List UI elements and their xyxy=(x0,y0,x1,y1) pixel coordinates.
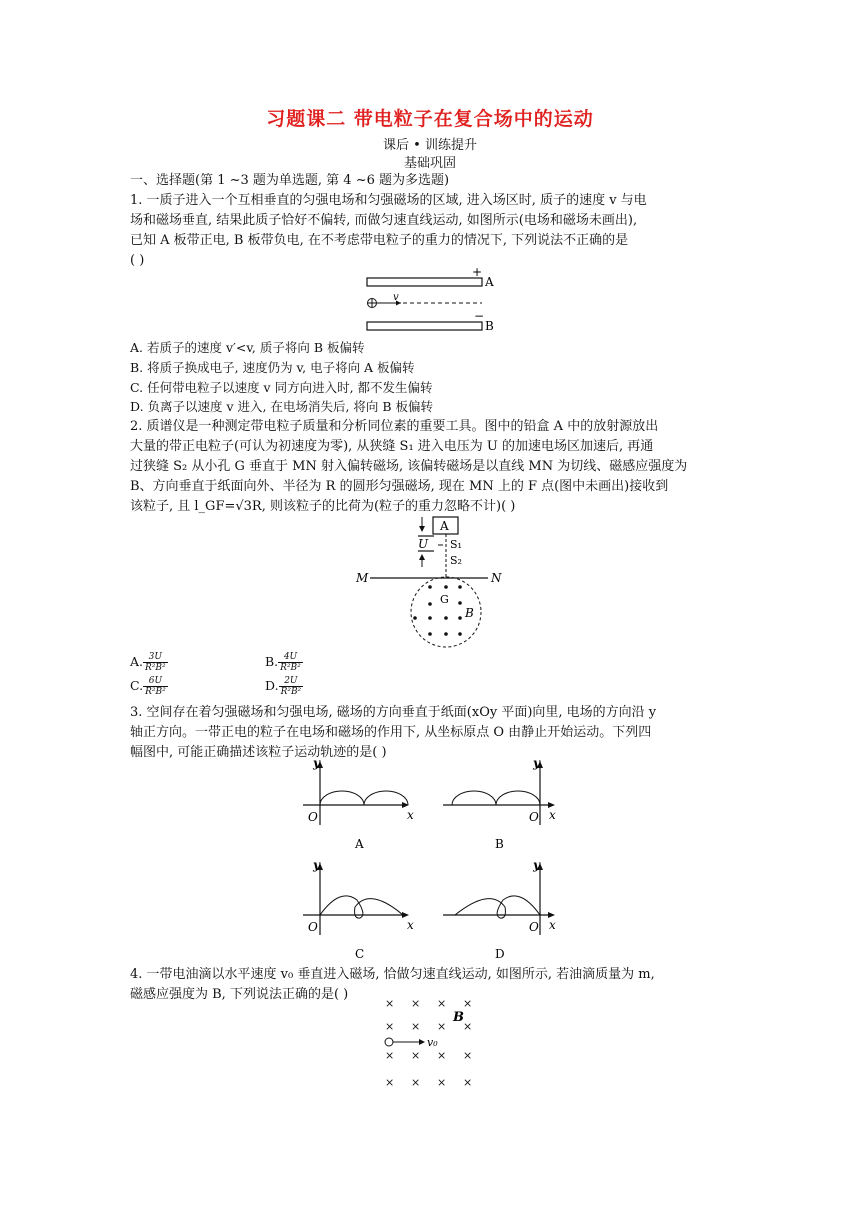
q2-option-c: C. $\frac{6U}{\text{R²B²}}$ xyxy=(130,676,166,697)
q2-option-a: A. $\frac{3U}{\text{R²B²}}$ xyxy=(130,652,166,673)
q3-panel-b xyxy=(443,756,556,851)
q2-line: 大量的带正电粒子(可认为初速度为零), 从狭缝 S₁ 进入电压为 U 的加速电场区加速后, 再通 xyxy=(130,439,654,454)
svg-text:×: × xyxy=(385,1076,395,1089)
minus-sign: − xyxy=(474,309,485,323)
svg-text:×: × xyxy=(463,1076,473,1089)
velocity-label: v₀ xyxy=(427,1036,438,1049)
q1-line: ( ) xyxy=(130,253,145,268)
field-b-label: B xyxy=(453,1010,464,1025)
q2-line: 2. 质谱仪是一种测定带电粒子质量和分析同位素的重要工具。图中的铅盒 A 中的放射源放出 xyxy=(130,419,659,434)
svg-text:×: × xyxy=(463,1049,473,1062)
part-label: 一、选择题(第 1 ~3 题为单选题, 第 4 ~6 题为多选题) xyxy=(130,173,450,188)
x-axis-label: x xyxy=(549,808,556,822)
svg-text:×: × xyxy=(411,1020,421,1033)
slit-s1-label: S₁ xyxy=(450,538,462,551)
q3-line: 轴正方向。一带正电的粒子在电场和磁场的作用下, 从坐标原点 O 由静止开始运动。下列四 xyxy=(130,725,652,740)
plate-a xyxy=(367,278,482,286)
arrow-up-icon xyxy=(419,554,425,560)
q4-line: 4. 一带电油滴以水平速度 v₀ 垂直进入磁场, 恰做匀速直线运动, 如图所示, 若油滴质量为 m, xyxy=(130,967,655,982)
plate-a-label: A xyxy=(485,275,494,289)
slit-s2-label: S₂ xyxy=(450,554,462,567)
plus-sign: + xyxy=(472,265,483,279)
q1-option-a: A. 若质子的速度 v′<v, 质子将向 B 板偏转 xyxy=(130,340,365,355)
q2-line: 该粒子, 且 l_GF=√3R, 则该粒子的比荷为(粒子的重力忽略不计)( ) xyxy=(130,499,516,514)
field-b-label: B xyxy=(465,606,474,620)
svg-text:×: × xyxy=(463,997,473,1010)
origin-label: O xyxy=(308,920,318,934)
panel-label: B xyxy=(495,837,504,851)
x-axis-label: x xyxy=(407,918,414,932)
voltage-label: U xyxy=(418,537,429,551)
hole-g-label: G xyxy=(440,593,449,606)
q3-line: 3. 空间存在着匀强磁场和匀强电场, 磁场的方向垂直于纸面(xOy 平面)向里, 电场的方向沿 y xyxy=(130,705,657,720)
page-title: 习题课二 带电粒子在复合场中的运动 xyxy=(266,108,594,130)
panel-label: D xyxy=(495,947,505,961)
q3-panel-c xyxy=(303,858,414,961)
q4-figure xyxy=(375,994,485,1094)
arrow-down-icon xyxy=(419,526,425,532)
svg-text:×: × xyxy=(437,1049,447,1062)
svg-text:×: × xyxy=(437,1076,447,1089)
q2-figure xyxy=(350,512,510,652)
svg-text:×: × xyxy=(385,1020,395,1033)
y-axis-label: y xyxy=(533,858,540,872)
q1-line: 1. 一质子进入一个互相垂直的匀强电场和匀强磁场的区域, 进入场区时, 质子的速度 v 与电 xyxy=(130,193,647,208)
oil-drop-icon xyxy=(385,1038,393,1046)
section-label: 基础巩固 xyxy=(403,156,456,171)
lead-box-label: A xyxy=(440,519,449,533)
origin-label: O xyxy=(529,920,539,934)
trajectory-curve xyxy=(452,791,540,805)
page-subtitle: 课后 • 训练提升 xyxy=(383,138,477,153)
q3-line: 幅图中, 可能正确描述该粒子运动轨迹的是( ) xyxy=(130,745,387,760)
point-n-label: N xyxy=(491,571,502,585)
svg-text:×: × xyxy=(385,1049,395,1062)
svg-text:×: × xyxy=(437,997,447,1010)
q2-line: B、方向垂直于纸面向外、半径为 R 的圆形匀强磁场, 现在 MN 上的 F 点(图中未画出)接收到 xyxy=(130,479,669,494)
origin-label: O xyxy=(529,810,539,824)
q1-option-b: B. 将质子换成电子, 速度仍为 v, 电子将向 A 板偏转 xyxy=(130,360,415,375)
x-axis-label: x xyxy=(549,918,556,932)
origin-label: O xyxy=(308,810,318,824)
point-m-label: M xyxy=(356,571,369,585)
q1-figure xyxy=(355,265,505,335)
plate-b xyxy=(367,322,482,330)
x-axis-label: x xyxy=(407,808,414,822)
svg-text:×: × xyxy=(411,1049,421,1062)
y-axis-label: y xyxy=(533,756,540,770)
q3-panel-d xyxy=(443,858,556,961)
q2-option-d: D. $\frac{2U}{\text{R²B²}}$ xyxy=(265,676,302,697)
field-dots xyxy=(413,585,462,636)
svg-text:×: × xyxy=(411,1076,421,1089)
q3-figure xyxy=(295,755,570,965)
q1-line: 已知 A 板带正电, B 板带负电, 在不考虑带电粒子的重力的情况下, 下列说法不正确的是 xyxy=(130,233,629,248)
q2-option-b: B. $\frac{4U}{\text{R²B²}}$ xyxy=(265,652,301,673)
plate-b-label: B xyxy=(485,319,494,333)
panel-label: A xyxy=(355,837,364,851)
y-axis-label: y xyxy=(313,858,320,872)
svg-text:×: × xyxy=(437,1020,447,1033)
q1-option-d: D. 负离子以速度 v 进入, 在电场消失后, 将向 B 板偏转 xyxy=(130,399,434,414)
velocity-label: v xyxy=(393,292,399,303)
q3-panel-a xyxy=(303,756,414,851)
q1-line: 场和磁场垂直, 结果此质子恰好不偏转, 而做匀速直线运动, 如图所示(电场和磁场未画出), xyxy=(130,213,638,228)
panel-label: C xyxy=(355,947,365,961)
q1-option-c: C. 任何带电粒子以速度 v 同方向进入时, 都不发生偏转 xyxy=(130,380,433,395)
q4-line: 磁感应强度为 B, 下列说法正确的是( ) xyxy=(130,987,349,1002)
svg-text:×: × xyxy=(463,1020,473,1033)
trajectory-curve xyxy=(320,791,408,805)
q2-line: 过狭缝 S₂ 从小孔 G 垂直于 MN 射入偏转磁场, 该偏转磁场是以直线 MN 为切线、磁感应强度为 xyxy=(130,459,688,474)
svg-text:×: × xyxy=(385,997,395,1010)
y-axis-label: y xyxy=(313,756,320,770)
svg-text:×: × xyxy=(411,997,421,1010)
